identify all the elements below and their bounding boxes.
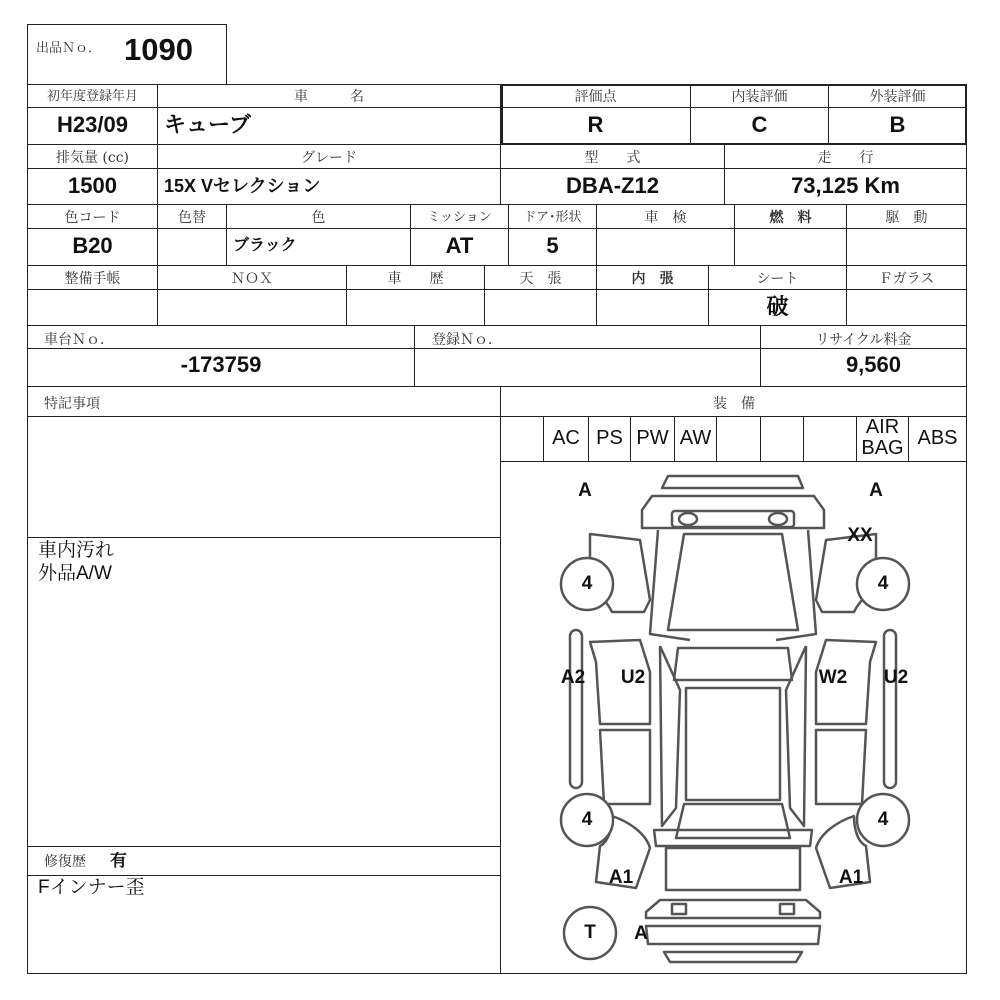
service-record-label: 整備手帳	[64, 271, 121, 287]
displacement-label: 排気量 (cc)	[55, 150, 130, 166]
repaint-label: 色替	[178, 210, 206, 226]
mark-left-side-2: U2	[620, 667, 646, 688]
mark-right-fender: XX	[847, 525, 873, 546]
door-label: ドア･形状	[523, 210, 582, 225]
mileage-label: 走 行	[817, 150, 874, 166]
color-label: 色	[311, 210, 326, 226]
interior-label: 内装評価	[731, 89, 788, 105]
seat-label: シート	[756, 271, 799, 287]
grade-value: 15X Vセレクション	[164, 176, 321, 196]
mark-front-left: A	[578, 480, 592, 501]
mark-rear-bumper: A	[634, 923, 648, 944]
mission-value: AT	[445, 233, 474, 258]
repair-history-value: 有	[110, 852, 127, 870]
ceiling-label: 天 張	[519, 271, 562, 287]
tire-rear-right: 4	[877, 809, 889, 830]
spare-tire: T	[584, 922, 596, 943]
model-label: 型 式	[584, 150, 641, 166]
car-name-value: キューブ	[164, 112, 251, 137]
exterior-label: 外装評価	[869, 89, 926, 105]
first-reg-value: H23/09	[57, 112, 128, 137]
lot-number: 1090	[124, 32, 193, 67]
recycle-fee-label: リサイクル料金	[815, 332, 912, 348]
nox-label: ＮＯＸ	[231, 271, 273, 287]
equipment-aw: AW	[679, 427, 712, 449]
score-value: R	[587, 112, 604, 137]
equipment-pw: PW	[636, 427, 669, 449]
exterior-value: B	[889, 112, 906, 137]
mark-rear-right: A1	[838, 867, 864, 888]
drive-label: 駆 動	[885, 210, 928, 226]
inspection-label: 車 検	[644, 210, 687, 226]
door-value: 5	[546, 233, 559, 258]
mark-right-side-2: U2	[883, 667, 909, 688]
notes-label: 特記事項	[44, 396, 100, 412]
registration-label: 登録Ｎｏ．	[432, 332, 502, 348]
seat-value: 破	[766, 294, 789, 319]
front-glass-label: Ｆガラス	[878, 271, 935, 287]
mission-label: ミッション	[427, 210, 492, 225]
color-value: ブラック	[233, 237, 297, 254]
notes-line-2: 外品A/W	[38, 563, 112, 584]
mark-right-side-1: W2	[818, 667, 848, 688]
car-history-label: 車 歴	[387, 271, 444, 287]
displacement-value: 1500	[68, 173, 117, 198]
repair-detail-line-1: Fインナー歪	[38, 877, 145, 898]
mark-front-right: A	[869, 480, 883, 501]
equipment-ps: PS	[596, 427, 623, 449]
grade-label: グレード	[301, 150, 357, 166]
chassis-value: -173759	[180, 352, 262, 377]
mark-left-side-1: A2	[560, 667, 586, 688]
interior-value: C	[751, 112, 768, 137]
model-value: DBA-Z12	[566, 173, 659, 198]
car-body-diagram	[501, 462, 966, 973]
inner-trim-label: 内 張	[631, 271, 674, 287]
equipment-abs: ABS	[917, 427, 958, 449]
tire-front-right: 4	[877, 573, 889, 594]
first-reg-label: 初年度登録年月	[46, 89, 138, 104]
color-code-label: 色コード	[64, 210, 121, 226]
equipment-ac: AC	[552, 427, 580, 449]
recycle-fee-value: 9,560	[845, 352, 901, 377]
mileage-value: 73,125 Km	[791, 173, 900, 198]
equipment-airbag: AIR BAG	[861, 416, 904, 459]
equipment-label: 装 備	[713, 396, 755, 412]
chassis-label: 車台Ｎｏ．	[44, 332, 114, 348]
notes-line-1: 車内汚れ	[38, 540, 115, 561]
lot-label: 出品Ｎｏ．	[36, 41, 102, 56]
repair-history-label: 修復歴	[44, 854, 86, 870]
color-code-value: B20	[72, 233, 113, 258]
fuel-label: 燃 料	[769, 210, 812, 226]
tire-front-left: 4	[581, 573, 593, 594]
car-name-label: 車 名	[294, 89, 364, 105]
tire-rear-left: 4	[581, 809, 593, 830]
score-label: 評価点	[574, 89, 617, 105]
mark-rear-left: A1	[608, 867, 634, 888]
